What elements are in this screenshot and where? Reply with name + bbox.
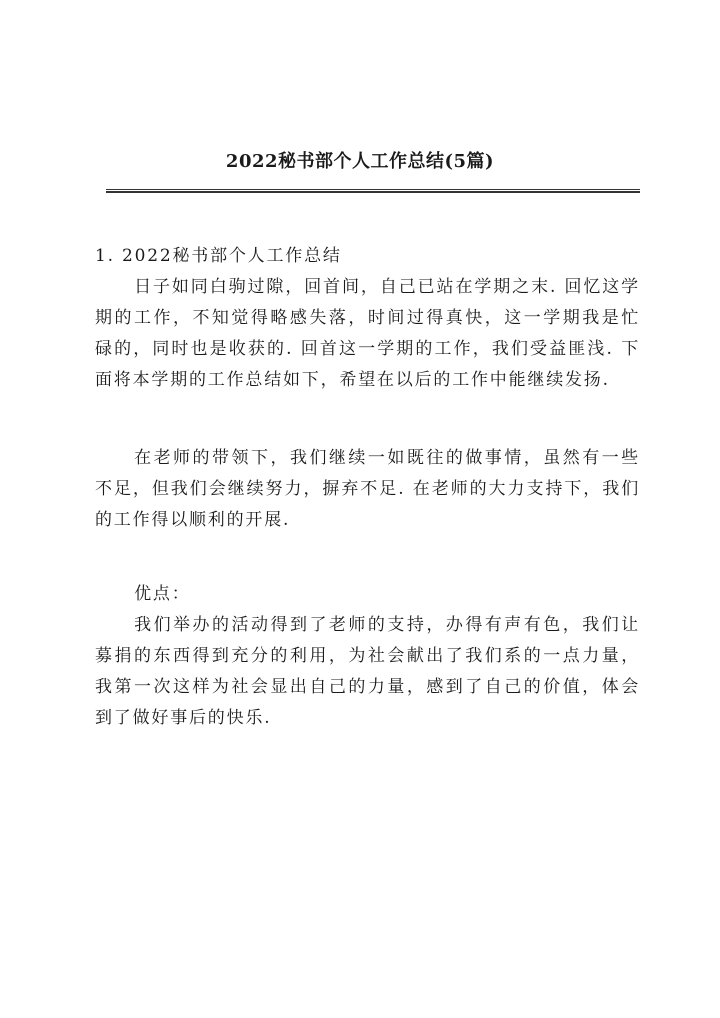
title-divider xyxy=(106,189,640,193)
paragraph-spacer xyxy=(95,396,640,443)
paragraph-strengths: 我们举办的活动得到了老师的支持，办得有声有色，我们让募捐的东西得到充分的利用，为社会献出了我们系的一点力量，我第一次这样为社会显出自己的力量，感到了自己的价值，体会到了做好事后的快乐. xyxy=(95,615,640,728)
paragraph-spacer xyxy=(95,536,640,579)
document-body xyxy=(95,241,640,734)
paragraph-intro: 日子如同白驹过隙，回首间，自己已站在学期之末. 回忆这学期的工作，不知觉得略感失落，时间过得真快，这一学期我是忙碌的，同时也是收获的. 回首这一学期的工作，我们受益匪浅. 下面将本学期的工作总结如下，希望在以后的工作中能继续发扬. xyxy=(95,277,640,390)
subheading-strengths: 优点： xyxy=(134,584,191,604)
document-title: 2022秘书部个人工作总结(5篇) xyxy=(225,151,495,172)
section-heading: 1. 2022秘书部个人工作总结 xyxy=(95,246,342,266)
paragraph-teacher-guidance: 在老师的带领下，我们继续一如既往的做事情，虽然有一些不足，但我们会继续努力，摒弃不足. 在老师的大力支持下，我们的工作得以顺利的开展. xyxy=(95,448,640,530)
